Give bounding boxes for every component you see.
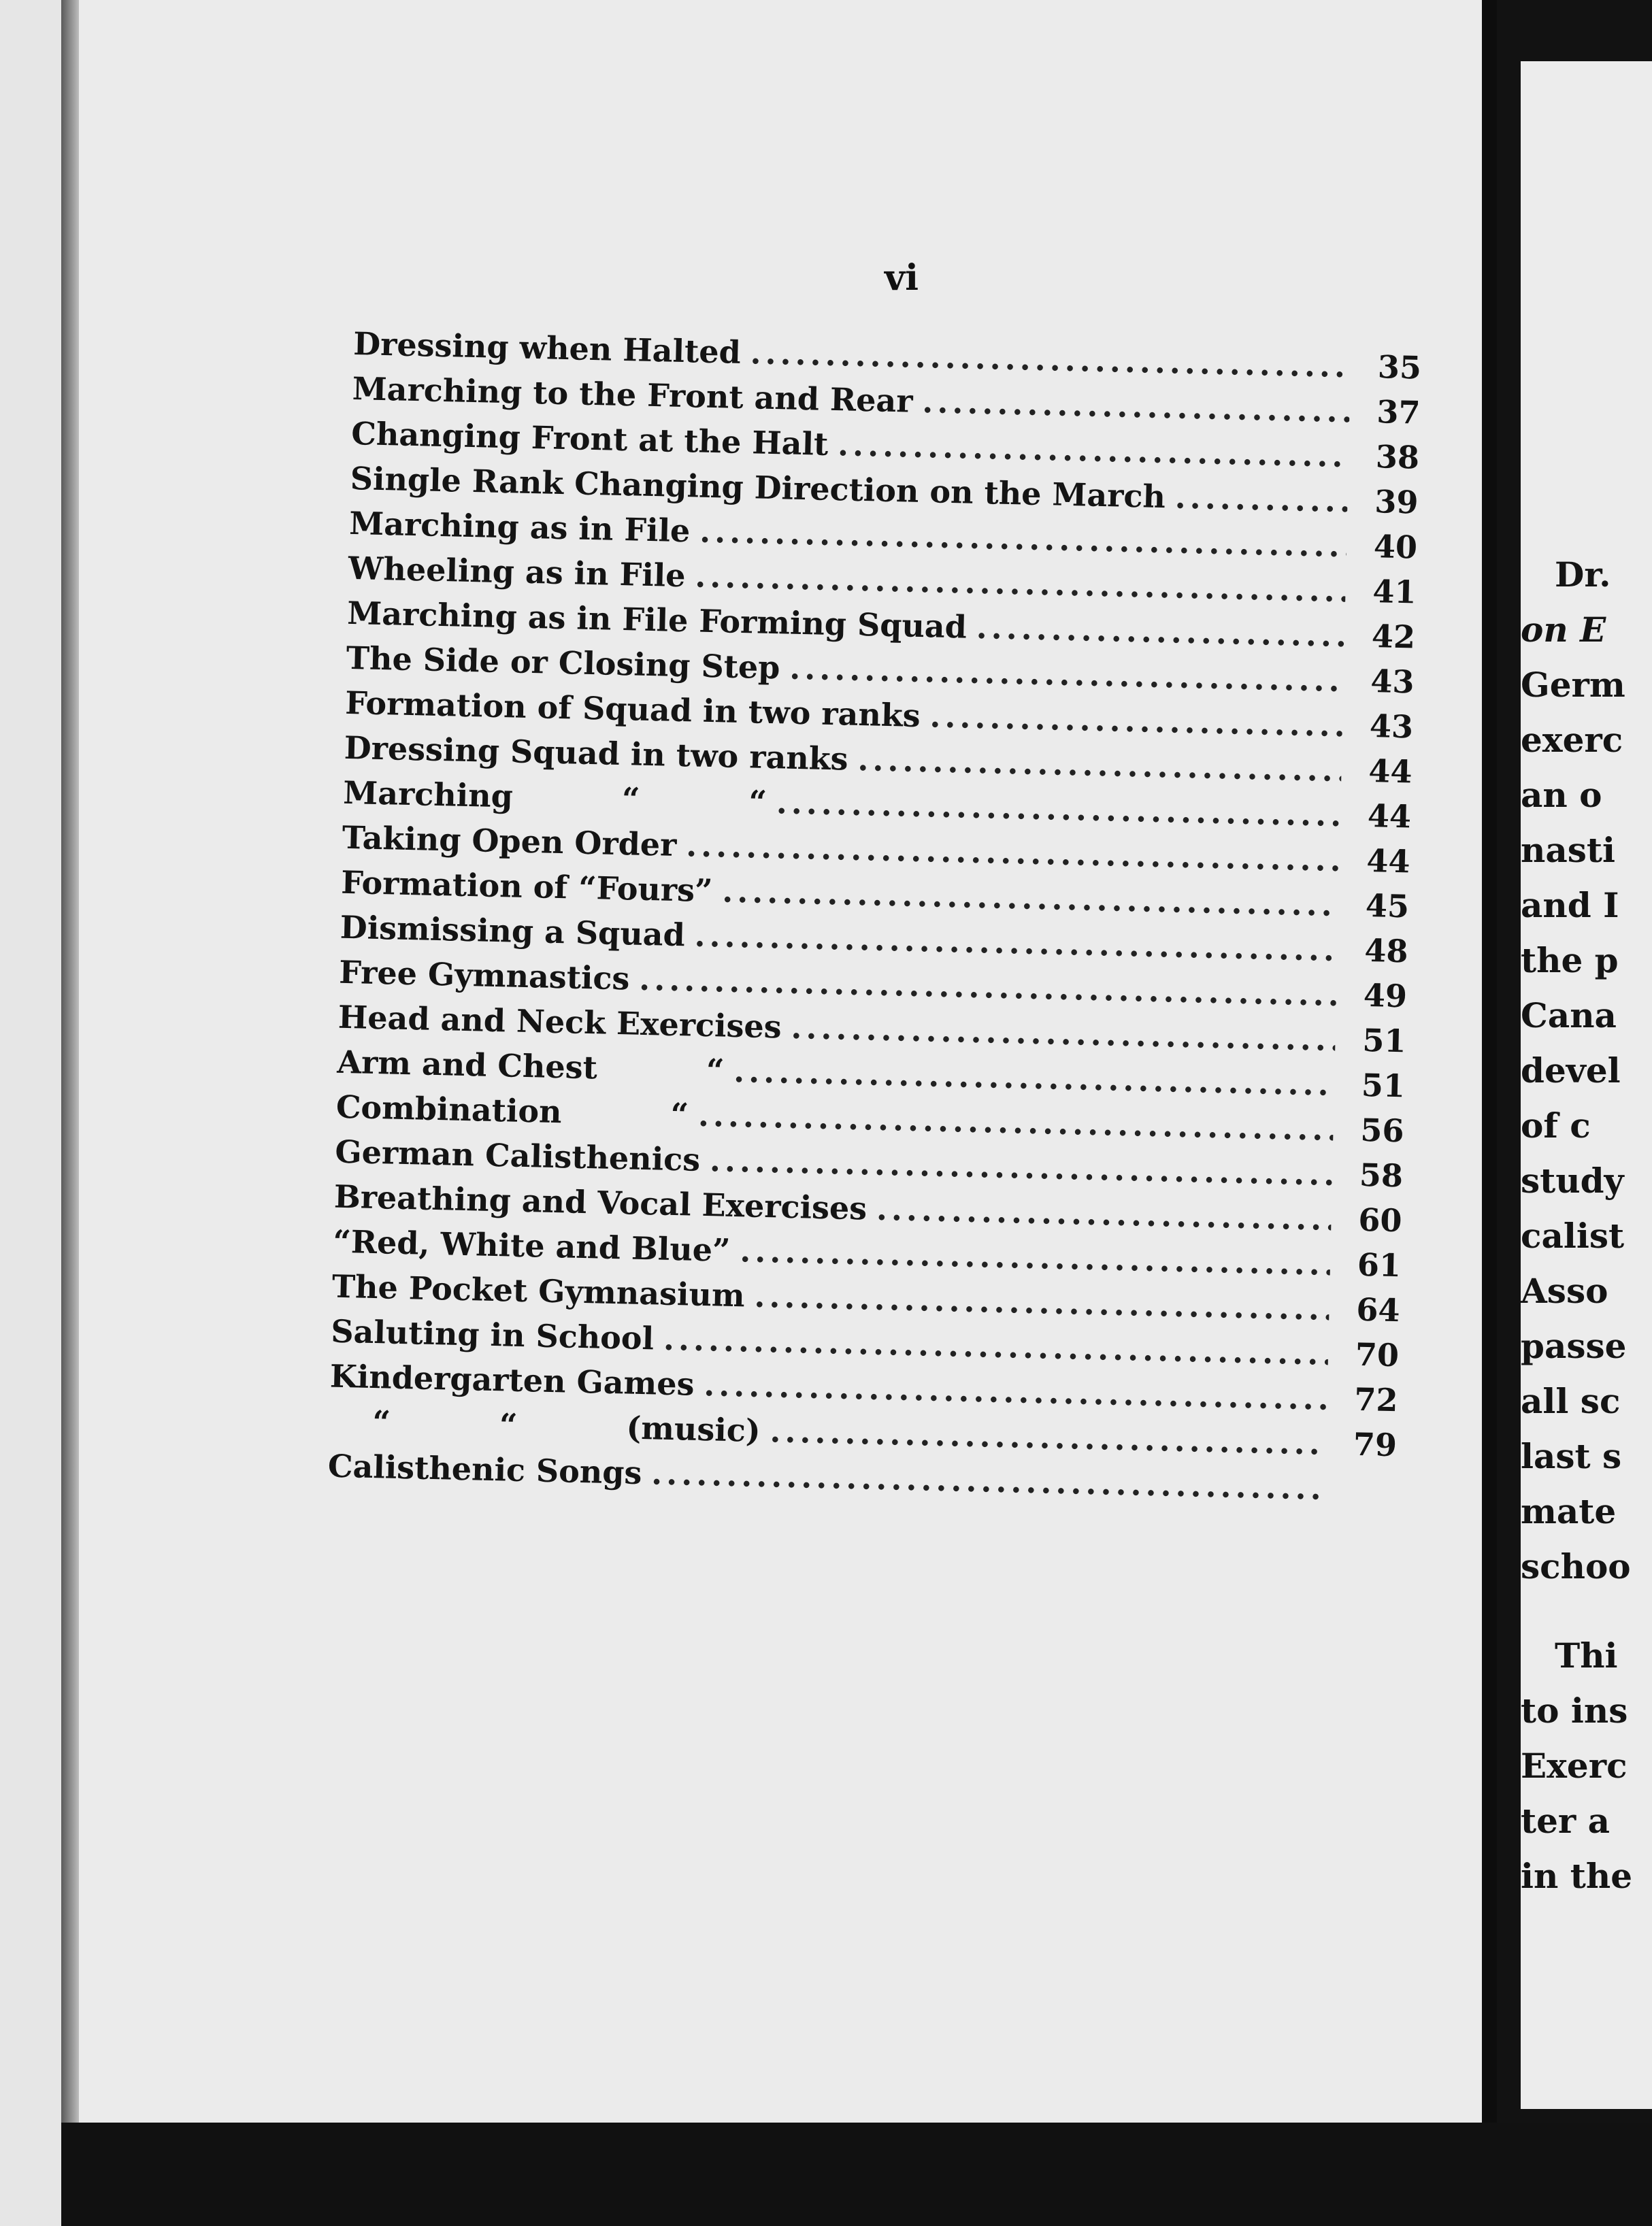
- toc-entry-page: 45: [1365, 886, 1410, 925]
- toc-entry-page: 39: [1374, 483, 1419, 521]
- toc-entry-page: 35: [1377, 348, 1422, 386]
- toc-entry-title: Dressing Squad in two ranks: [344, 729, 849, 778]
- toc-entry-page: 44: [1367, 797, 1412, 835]
- toc-entry-title: Wheeling as in File: [348, 549, 687, 595]
- toc-entry-title: German Calisthenics: [334, 1133, 701, 1178]
- toc-entry-title: Marching as in File: [348, 504, 691, 550]
- facing-line: passe: [1521, 1326, 1627, 1366]
- toc-entry-page: 43: [1370, 663, 1415, 701]
- toc-entry-title: Calisthenic Songs: [327, 1447, 643, 1492]
- facing-line: all sc: [1521, 1381, 1621, 1421]
- toc-entry-title: Dismissing a Squad: [340, 908, 686, 954]
- leader-dots: [976, 609, 1344, 654]
- toc-entry-title: Saluting in School: [330, 1312, 655, 1357]
- toc-entry-page: 72: [1353, 1380, 1399, 1419]
- facing-line: the p: [1521, 940, 1619, 980]
- toc-entry-page: 37: [1376, 393, 1421, 431]
- table-of-contents: [327, 325, 1422, 1516]
- toc-entry-title: Dressing when Halted: [352, 325, 742, 371]
- toc-entry-page: 40: [1373, 528, 1418, 566]
- facing-line: Dr.: [1555, 554, 1611, 595]
- toc-entry-title: Breathing and Vocal Exercises: [333, 1178, 868, 1227]
- facing-line: calist: [1521, 1216, 1625, 1256]
- toc-entry-title: Marching to the Front and Rear: [352, 369, 914, 420]
- toc-entry-title: Changing Front at the Halt: [350, 414, 829, 463]
- facing-page-text: [1521, 554, 1632, 1911]
- toc-entry-page: 49: [1363, 976, 1408, 1015]
- toc-entry-title: Head and Neck Exercises: [337, 998, 782, 1046]
- toc-entry-title: Formation of “Fours”: [340, 863, 714, 910]
- facing-line: schoo: [1521, 1546, 1631, 1587]
- facing-line: to ins: [1521, 1691, 1628, 1731]
- toc-entry-title: Kindergarten Games: [329, 1357, 695, 1403]
- toc-entry-title: Arm and Chest “: [336, 1043, 725, 1089]
- toc-entry-page: 43: [1369, 708, 1414, 746]
- facing-line: of c: [1521, 1106, 1591, 1146]
- facing-line: last s: [1521, 1436, 1622, 1476]
- toc-entry-title: Formation of Squad in two ranks: [344, 684, 921, 735]
- toc-entry-title: Combination “: [335, 1088, 689, 1133]
- toc-entry-title: The Side or Closing Step: [346, 639, 781, 686]
- toc-entry-page: 42: [1371, 618, 1416, 656]
- page-number: vi: [885, 257, 919, 299]
- facing-line: an o: [1521, 775, 1602, 815]
- facing-line: Germ: [1521, 665, 1625, 705]
- facing-line: Asso: [1521, 1271, 1608, 1311]
- facing-line: ter a: [1521, 1801, 1610, 1841]
- toc-entry-page: 51: [1361, 1021, 1407, 1060]
- toc-entry-page: 60: [1357, 1201, 1403, 1240]
- leader-dots: [1174, 478, 1348, 519]
- page-bottom-shadow: [61, 2123, 1652, 2226]
- toc-entry-title: “ “ (music): [328, 1402, 761, 1449]
- toc-entry-title: Marching “ “: [342, 774, 767, 820]
- toc-entry-page: 79: [1353, 1425, 1398, 1464]
- toc-entry-title: Free Gymnastics: [338, 953, 631, 997]
- toc-entry-page: [1334, 1499, 1395, 1501]
- toc-entry-title: Single Rank Changing Direction on the March: [350, 459, 1166, 516]
- facing-line: on E: [1521, 610, 1606, 650]
- toc-entry-page: 56: [1359, 1111, 1405, 1150]
- facing-line: Thi: [1555, 1635, 1618, 1676]
- toc-entry-page: 61: [1357, 1246, 1402, 1284]
- toc-entry-page: 44: [1366, 842, 1411, 880]
- facing-line: Cana: [1521, 995, 1617, 1035]
- facing-line: exerc: [1521, 720, 1623, 760]
- toc-entry-page: 44: [1368, 752, 1413, 791]
- toc-entry-page: 41: [1372, 573, 1417, 611]
- paragraph-gap: [1521, 1601, 1632, 1635]
- toc-entry-page: 48: [1364, 931, 1409, 970]
- facing-page: [1521, 61, 1652, 2109]
- facing-line: in the: [1521, 1856, 1633, 1896]
- toc-entry-page: 38: [1375, 438, 1420, 476]
- facing-line: nasti: [1521, 830, 1615, 870]
- facing-line: Exerc: [1521, 1746, 1628, 1786]
- toc-entry-title: “Red, White and Blue”: [332, 1223, 731, 1269]
- toc-entry-title: Taking Open Order: [342, 818, 677, 863]
- facing-line: devel: [1521, 1050, 1621, 1091]
- toc-entry-page: 58: [1359, 1156, 1404, 1195]
- facing-line: mate: [1521, 1491, 1617, 1531]
- toc-entry-title: The Pocket Gymnasium: [331, 1267, 746, 1314]
- toc-entry-title: Marching as in File Forming Squad: [346, 594, 968, 646]
- facing-line: and I: [1521, 885, 1619, 925]
- toc-entry-page: 70: [1355, 1335, 1400, 1374]
- facing-line: study: [1521, 1161, 1624, 1201]
- toc-entry-page: 64: [1355, 1291, 1401, 1329]
- toc-entry-page: 51: [1361, 1066, 1406, 1105]
